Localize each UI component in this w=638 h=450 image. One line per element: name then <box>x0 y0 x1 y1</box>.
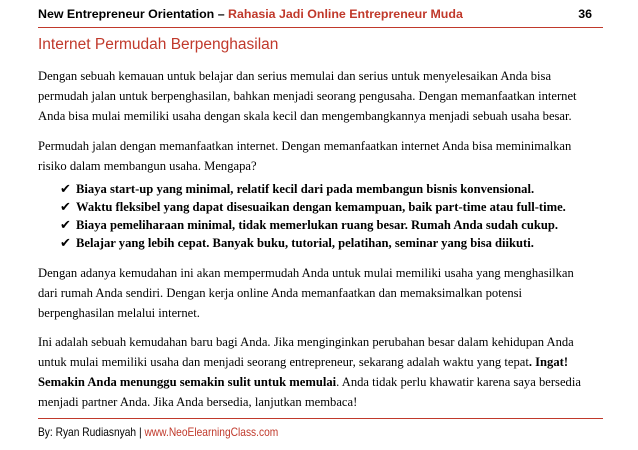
paragraph-line: menjadi partner Anda. Jika Anda bersedia, lanjutkan membaca! <box>38 395 358 409</box>
check-icon: ✔ <box>60 200 71 215</box>
checklist-item-text: Waktu fleksibel yang dapat disesuaikan dengan kemampuan, baik part-time atau full-time. <box>76 200 566 214</box>
header-title: New Entrepreneur Orientation – <box>38 7 225 21</box>
emphasis-text: . Ingat! <box>528 355 569 369</box>
paragraph-3 <box>38 263 574 323</box>
check-icon: ✔ <box>60 236 71 251</box>
paragraph-line: Anda bisa mulai memiliki usaha dengan skala kecil dan mengembangkannya menjadi sebuah usaha besar. <box>38 109 572 123</box>
section-title: Internet Permudah Berpenghasilan <box>38 36 279 53</box>
text-run: . Anda tidak perlu khawatir karena saya bersedia <box>336 375 581 389</box>
checklist-item-text: Biaya start-up yang minimal, relatif kecil dari pada membangun bisnis konvensional. <box>76 182 535 196</box>
paragraph-line <box>38 372 581 392</box>
emphasis-text: Semakin Anda menunggu semakin sulit untuk memulai <box>38 375 337 389</box>
checklist-item <box>60 198 566 216</box>
paragraph-line: Ini adalah sebuah kemudahan baru bagi Anda. Jika menginginkan perubahan besar dalam kehidupan Anda <box>38 335 574 349</box>
paragraph-line: dari rumah Anda sendiri. Dengan kerja online Anda memanfaatkan dan memaksimalkan potensi <box>38 286 523 300</box>
checklist-item-text: Biaya pemeliharaan minimal, tidak memerlukan ruang besar. Rumah Anda sudah cukup. <box>76 218 559 232</box>
check-icon: ✔ <box>60 218 71 233</box>
footer-url[interactable]: www.NeoElearningClass.com <box>144 426 279 439</box>
paragraph-1 <box>38 66 577 126</box>
page-header <box>38 7 602 21</box>
paragraph-line: Permudah jalan dengan memanfaatkan internet. Dengan memanfaatkan internet Anda bisa meminimalkan <box>38 139 572 153</box>
checklist-item-text: Belajar yang lebih cepat. Banyak buku, tutorial, pelatihan, seminar yang bisa diikuti. <box>76 236 534 250</box>
paragraph-line: permudah jalan untuk berpenghasilan, bahkan menjadi seorang pengusaha. Dengan memanfaatkan internet <box>38 89 577 103</box>
paragraph-2 <box>38 136 571 176</box>
page-number: 36 <box>578 7 592 21</box>
paragraph-line <box>38 352 581 372</box>
header-subtitle: Rahasia Jadi Online Entrepreneur Muda <box>228 7 463 21</box>
checklist-item <box>60 216 566 234</box>
paragraph-line: risiko dalam membangun usaha. Mengapa? <box>38 159 257 173</box>
footer-author: By: Ryan Rudiasnyah | <box>38 426 145 439</box>
checklist-item <box>60 180 566 198</box>
paragraph-line: Dengan adanya kemudahan ini akan mempermudah Anda untuk mulai memiliki usaha yang menghasilkan <box>38 266 574 280</box>
checklist <box>60 180 566 252</box>
paragraph-line: berpenghasilan melalui internet. <box>38 306 200 320</box>
text-run: untuk mulai memiliki usaha dan menjadi seorang entrepreneur, sekarang adalah waktu yang tepat <box>38 355 529 369</box>
footer-divider <box>38 418 603 419</box>
header-divider <box>38 27 603 28</box>
check-icon: ✔ <box>60 182 71 197</box>
page-footer <box>38 426 278 439</box>
paragraph-4 <box>38 332 581 412</box>
paragraph-line: Dengan sebuah kemauan untuk belajar dan serius memulai dan serius untuk menyelesaikan Anda bisa <box>38 69 552 83</box>
checklist-item <box>60 234 566 252</box>
